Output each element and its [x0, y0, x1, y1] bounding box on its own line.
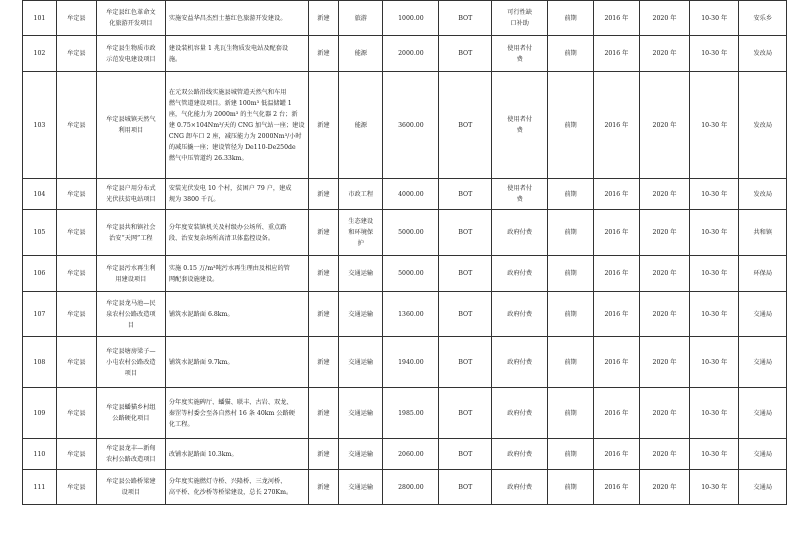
- cell-industry-line: 生态建设: [348, 218, 374, 225]
- cell-payment: [492, 179, 548, 210]
- cell-name-line: 化旅游开发项目: [109, 20, 153, 27]
- cell-payment-line: 政府付费: [507, 450, 533, 458]
- cell-mode: BOT: [439, 210, 492, 256]
- cell-name: [96, 388, 165, 439]
- cell-payment-line: 使用者付: [507, 44, 533, 52]
- cell-mode: BOT: [439, 1, 492, 36]
- cell-content-line: 高平桥、化沙桥等桥梁建设，总长 270Km。: [168, 489, 293, 496]
- cell-content: [165, 388, 308, 439]
- cell-start-year: 2016 年: [593, 256, 639, 292]
- cell-mode: BOT: [439, 470, 492, 505]
- cell-industry-line: 和环境保: [348, 229, 374, 236]
- cell-payment-line: 政府付费: [507, 358, 533, 366]
- cell-name-line: 牟定县户用分布式: [106, 185, 156, 192]
- cell-payment: [492, 256, 548, 292]
- cell-county: 牟定县: [56, 439, 96, 470]
- cell-industry: [339, 72, 383, 179]
- cell-nature: 新建: [308, 292, 339, 337]
- cell-industry-line: 市政工程: [348, 190, 374, 198]
- cell-content-line: 网配套设施建设。: [168, 275, 219, 283]
- cell-name-line: 牟定县污水再生利: [106, 264, 156, 272]
- cell-name: [96, 179, 165, 210]
- cell-name: [96, 1, 165, 36]
- cell-county: 牟定县: [56, 337, 96, 388]
- cell-name-line: 牟定县红色革命文: [106, 9, 156, 16]
- cell-content-line: 段、治安复杂场所高清卫体监控设备。: [168, 234, 275, 242]
- cell-end-year: 2020 年: [640, 36, 690, 72]
- cell-dept: 安乐乡: [739, 1, 787, 36]
- cell-amount: 1360.00: [383, 292, 439, 337]
- cell-name: [96, 439, 165, 470]
- cell-payment-line: 政府付费: [507, 310, 533, 318]
- cell-mode: BOT: [439, 72, 492, 179]
- cell-end-year: 2020 年: [640, 210, 690, 256]
- cell-start-year: 2016 年: [593, 210, 639, 256]
- cell-name-line: 项目: [124, 369, 138, 377]
- cell-stage: 前期: [548, 1, 594, 36]
- cell-name-line: 治安“天网”工程: [109, 234, 153, 242]
- cell-content: [165, 292, 308, 337]
- cell-payment-line: 可行性缺: [507, 9, 533, 16]
- cell-industry: [339, 1, 383, 36]
- cell-start-year: 2016 年: [593, 439, 639, 470]
- cell-industry: [339, 36, 383, 72]
- cell-stage: 前期: [548, 470, 594, 505]
- cell-payment: [492, 292, 548, 337]
- cell-term: 10-30 年: [689, 72, 739, 179]
- cell-name-line: 设项目: [121, 489, 141, 496]
- cell-name-line: 公路硬化项目: [112, 415, 150, 422]
- cell-industry: [339, 210, 383, 256]
- cell-payment: [492, 36, 548, 72]
- cell-county: 牟定县: [56, 1, 96, 36]
- table-row: [23, 470, 787, 505]
- cell-nature: 新建: [308, 210, 339, 256]
- cell-term: 10-30 年: [689, 292, 739, 337]
- cell-name-line: 利用项目: [118, 127, 144, 134]
- cell-nature: 新建: [308, 1, 339, 36]
- table-row: [23, 179, 787, 210]
- cell-mode: BOT: [439, 439, 492, 470]
- table-row: [23, 337, 787, 388]
- cell-industry: [339, 470, 383, 505]
- cell-start-year: 2016 年: [593, 388, 639, 439]
- cell-end-year: 2020 年: [640, 72, 690, 179]
- cell-nature: 新建: [308, 337, 339, 388]
- cell-amount: 5000.00: [383, 256, 439, 292]
- cell-amount: 2000.00: [383, 36, 439, 72]
- cell-name-line: 光伏扶贫电站项目: [106, 196, 156, 203]
- cell-name: [96, 256, 165, 292]
- cell-dept: 发改局: [739, 179, 787, 210]
- cell-term: 10-30 年: [689, 256, 739, 292]
- cell-content-line: 改铺水泥路面 10.3km。: [168, 450, 238, 458]
- cell-stage: 前期: [548, 337, 594, 388]
- cell-amount: 1000.00: [383, 1, 439, 36]
- cell-end-year: 2020 年: [640, 256, 690, 292]
- cell-dept: 交通局: [739, 337, 787, 388]
- table-row: [23, 36, 787, 72]
- cell-term: 10-30 年: [689, 470, 739, 505]
- cell-term: 10-30 年: [689, 388, 739, 439]
- cell-content-line: 化工程。: [168, 420, 194, 428]
- cell-payment-line: 使用者付: [507, 185, 533, 192]
- cell-name-line: 牟定县龙丰—新甸: [106, 445, 156, 452]
- cell-payment: [492, 337, 548, 388]
- cell-end-year: 2020 年: [640, 439, 690, 470]
- cell-name-line: 牟定县塘房梁子—: [106, 347, 156, 355]
- cell-dept: 发改局: [739, 72, 787, 179]
- cell-industry: [339, 292, 383, 337]
- cell-amount: 2800.00: [383, 470, 439, 505]
- cell-industry: [339, 179, 383, 210]
- cell-content-line: 分年度实施燃灯寺桥、兴隆桥、三龙河桥、: [168, 478, 287, 485]
- cell-content-line: 分年度安装镇机关及村级办公场所、重点路: [168, 223, 287, 231]
- cell-end-year: 2020 年: [640, 1, 690, 36]
- cell-no: 104: [23, 179, 57, 210]
- cell-no: 102: [23, 36, 57, 72]
- cell-nature: 新建: [308, 256, 339, 292]
- cell-stage: 前期: [548, 388, 594, 439]
- cell-name-line: 农村公路改造项目: [106, 456, 156, 463]
- cell-start-year: 2016 年: [593, 337, 639, 388]
- cell-end-year: 2020 年: [640, 179, 690, 210]
- cell-nature: 新建: [308, 470, 339, 505]
- cell-stage: 前期: [548, 210, 594, 256]
- cell-county: 牟定县: [56, 470, 96, 505]
- cell-start-year: 2016 年: [593, 36, 639, 72]
- cell-name: [96, 72, 165, 179]
- cell-content: [165, 439, 308, 470]
- cell-name-line: 牟定县城镇天然气: [106, 116, 156, 123]
- cell-content-line: 铺筑水泥路面 6.8km。: [168, 310, 234, 318]
- cell-no: 101: [23, 1, 57, 36]
- cell-county: 牟定县: [56, 388, 96, 439]
- cell-content-line: 的减压撬一座；建设管径为 De110-De250de: [168, 143, 296, 151]
- cell-content-line: 安装光伏发电 10 个村，贫困户 79 户，建成: [168, 185, 292, 192]
- cell-payment: [492, 72, 548, 179]
- cell-content: [165, 256, 308, 292]
- cell-content-line: 施。: [168, 55, 182, 63]
- cell-content-line: 建设装机容量 1 兆瓦生物质发电站及配套设: [168, 44, 289, 52]
- cell-industry-line: 能源: [354, 121, 367, 129]
- project-table-sheet: [22, 0, 787, 505]
- cell-content-line: 座，气化能力为 2000m³ 的主气化器 2 台；新: [168, 110, 298, 118]
- cell-content: [165, 210, 308, 256]
- table-row: [23, 388, 787, 439]
- cell-industry-line: 能源: [354, 50, 367, 57]
- cell-stage: 前期: [548, 292, 594, 337]
- cell-content-line: 在元双公路沿线实施县城管道天然气和车用: [168, 88, 287, 96]
- table-row: [23, 439, 787, 470]
- cell-industry-line: 交通运输: [348, 450, 374, 458]
- cell-content-line: 建 0.75×104Nm³/天的 CNG 加气站一座；建设: [168, 121, 305, 129]
- cell-payment-line: 费: [516, 55, 523, 63]
- cell-content-line: 铺筑水泥路面 9.7km。: [168, 358, 234, 366]
- table-row: [23, 210, 787, 256]
- cell-content-line: 燃气中压管道约 26.33km。: [168, 154, 248, 162]
- cell-content: [165, 1, 308, 36]
- cell-dept: 交通局: [739, 470, 787, 505]
- cell-dept: 共和镇: [739, 210, 787, 256]
- cell-nature: 新建: [308, 388, 339, 439]
- cell-term: 10-30 年: [689, 210, 739, 256]
- cell-name-line: 牟定县共和镇社会: [106, 223, 156, 231]
- cell-name: [96, 337, 165, 388]
- cell-payment: [492, 1, 548, 36]
- table-row: [23, 292, 787, 337]
- cell-amount: 2060.00: [383, 439, 439, 470]
- table-body: [23, 1, 787, 505]
- cell-amount: 1985.00: [383, 388, 439, 439]
- cell-payment: [492, 439, 548, 470]
- cell-content-line: 实施安益华昌杰烈士墓红色旅游开发建设。: [168, 14, 287, 22]
- cell-industry-line: 交通运输: [348, 483, 374, 491]
- cell-county: 牟定县: [56, 72, 96, 179]
- cell-industry-line: 交通运输: [348, 270, 374, 277]
- cell-name: [96, 210, 165, 256]
- cell-industry-line: 交通运输: [348, 358, 374, 366]
- table-row: [23, 72, 787, 179]
- cell-payment-line: 费: [516, 196, 523, 203]
- cell-county: 牟定县: [56, 36, 96, 72]
- cell-industry: [339, 337, 383, 388]
- cell-amount: 1940.00: [383, 337, 439, 388]
- cell-name-line: 牟定县公路桥梁建: [106, 478, 156, 485]
- cell-end-year: 2020 年: [640, 470, 690, 505]
- cell-stage: 前期: [548, 72, 594, 179]
- cell-content-line: 实施 0.15 万/m³吨污水再生理由及相应的管: [168, 264, 290, 272]
- cell-payment-line: 政府付费: [507, 409, 533, 417]
- cell-start-year: 2016 年: [593, 470, 639, 505]
- cell-mode: BOT: [439, 179, 492, 210]
- cell-county: 牟定县: [56, 179, 96, 210]
- cell-industry-line: 交通运输: [348, 409, 374, 417]
- cell-nature: 新建: [308, 179, 339, 210]
- cell-payment: [492, 388, 548, 439]
- cell-industry: [339, 388, 383, 439]
- cell-payment-line: 口补助: [510, 20, 529, 27]
- cell-mode: BOT: [439, 256, 492, 292]
- cell-term: 10-30 年: [689, 36, 739, 72]
- cell-mode: BOT: [439, 388, 492, 439]
- cell-name-line: 牟定县生物质市政: [106, 44, 156, 52]
- cell-industry-line: 交通运输: [348, 310, 374, 318]
- cell-payment-line: 政府付费: [507, 229, 533, 236]
- cell-no: 109: [23, 388, 57, 439]
- cell-industry-line: 旅游: [354, 14, 367, 22]
- cell-mode: BOT: [439, 292, 492, 337]
- cell-dept: 交通局: [739, 292, 787, 337]
- cell-content: [165, 337, 308, 388]
- cell-amount: 5000.00: [383, 210, 439, 256]
- cell-payment-line: 使用者付: [507, 116, 533, 123]
- cell-county: 牟定县: [56, 210, 96, 256]
- cell-payment-line: 费: [516, 127, 523, 134]
- cell-start-year: 2016 年: [593, 292, 639, 337]
- cell-name-line: 小屯农村公路改造: [106, 358, 156, 366]
- cell-start-year: 2016 年: [593, 72, 639, 179]
- cell-no: 111: [23, 470, 57, 505]
- cell-term: 10-30 年: [689, 337, 739, 388]
- cell-name-line: 用建设项目: [115, 275, 147, 283]
- cell-content: [165, 36, 308, 72]
- table-row: [23, 256, 787, 292]
- cell-industry: [339, 256, 383, 292]
- cell-mode: BOT: [439, 36, 492, 72]
- cell-no: 110: [23, 439, 57, 470]
- cell-content-line: 规为 3800 千瓦。: [168, 196, 220, 203]
- cell-content: [165, 72, 308, 179]
- cell-amount: 4000.00: [383, 179, 439, 210]
- cell-name-line: 目: [127, 321, 134, 329]
- cell-nature: 新建: [308, 439, 339, 470]
- cell-dept: 交通局: [739, 439, 787, 470]
- cell-no: 106: [23, 256, 57, 292]
- cell-term: 10-30 年: [689, 179, 739, 210]
- cell-no: 107: [23, 292, 57, 337]
- cell-name-line: 牟定县蟠猫乡村组: [106, 404, 156, 411]
- cell-no: 103: [23, 72, 57, 179]
- cell-content-line: CNG 卸车口 2 座，减压能力为 2000Nm³/小时: [168, 132, 302, 140]
- cell-amount: 3600.00: [383, 72, 439, 179]
- cell-county: 牟定县: [56, 292, 96, 337]
- cell-content-line: 分年度实施碑厅、蟠猫、联丰、古岩、双龙、: [168, 398, 293, 406]
- cell-term: 10-30 年: [689, 1, 739, 36]
- cell-stage: 前期: [548, 439, 594, 470]
- cell-end-year: 2020 年: [640, 388, 690, 439]
- cell-industry: [339, 439, 383, 470]
- cell-dept: 发改局: [739, 36, 787, 72]
- cell-stage: 前期: [548, 256, 594, 292]
- cell-county: 牟定县: [56, 256, 96, 292]
- cell-mode: BOT: [439, 337, 492, 388]
- cell-name: [96, 470, 165, 505]
- cell-no: 105: [23, 210, 57, 256]
- cell-payment-line: 政府付费: [507, 270, 533, 277]
- cell-content-line: 燃气管道建设项目。新建 100m³ 低温储罐 1: [168, 99, 292, 107]
- cell-name: [96, 36, 165, 72]
- cell-stage: 前期: [548, 36, 594, 72]
- cell-content: [165, 470, 308, 505]
- cell-name-line: 示范发电建设项目: [106, 55, 156, 63]
- cell-nature: 新建: [308, 72, 339, 179]
- project-table: [22, 0, 787, 505]
- cell-payment-line: 政府付费: [507, 483, 533, 491]
- cell-end-year: 2020 年: [640, 292, 690, 337]
- cell-end-year: 2020 年: [640, 337, 690, 388]
- cell-no: 108: [23, 337, 57, 388]
- cell-name-line: 牟定县龙马池—民: [106, 299, 156, 307]
- cell-content-line: 秦罡等村委会至各自然村 16 条 40km 公路硬: [168, 409, 295, 417]
- cell-content: [165, 179, 308, 210]
- cell-name: [96, 292, 165, 337]
- cell-stage: 前期: [548, 179, 594, 210]
- cell-start-year: 2016 年: [593, 179, 639, 210]
- cell-payment: [492, 470, 548, 505]
- cell-start-year: 2016 年: [593, 1, 639, 36]
- cell-dept: 环保局: [739, 256, 787, 292]
- cell-name-line: 泉农村公路改造项: [106, 310, 156, 318]
- cell-term: 10-30 年: [689, 439, 739, 470]
- cell-nature: 新建: [308, 36, 339, 72]
- table-row: [23, 1, 787, 36]
- cell-industry-line: 护: [357, 240, 364, 247]
- cell-dept: 交通局: [739, 388, 787, 439]
- cell-payment: [492, 210, 548, 256]
